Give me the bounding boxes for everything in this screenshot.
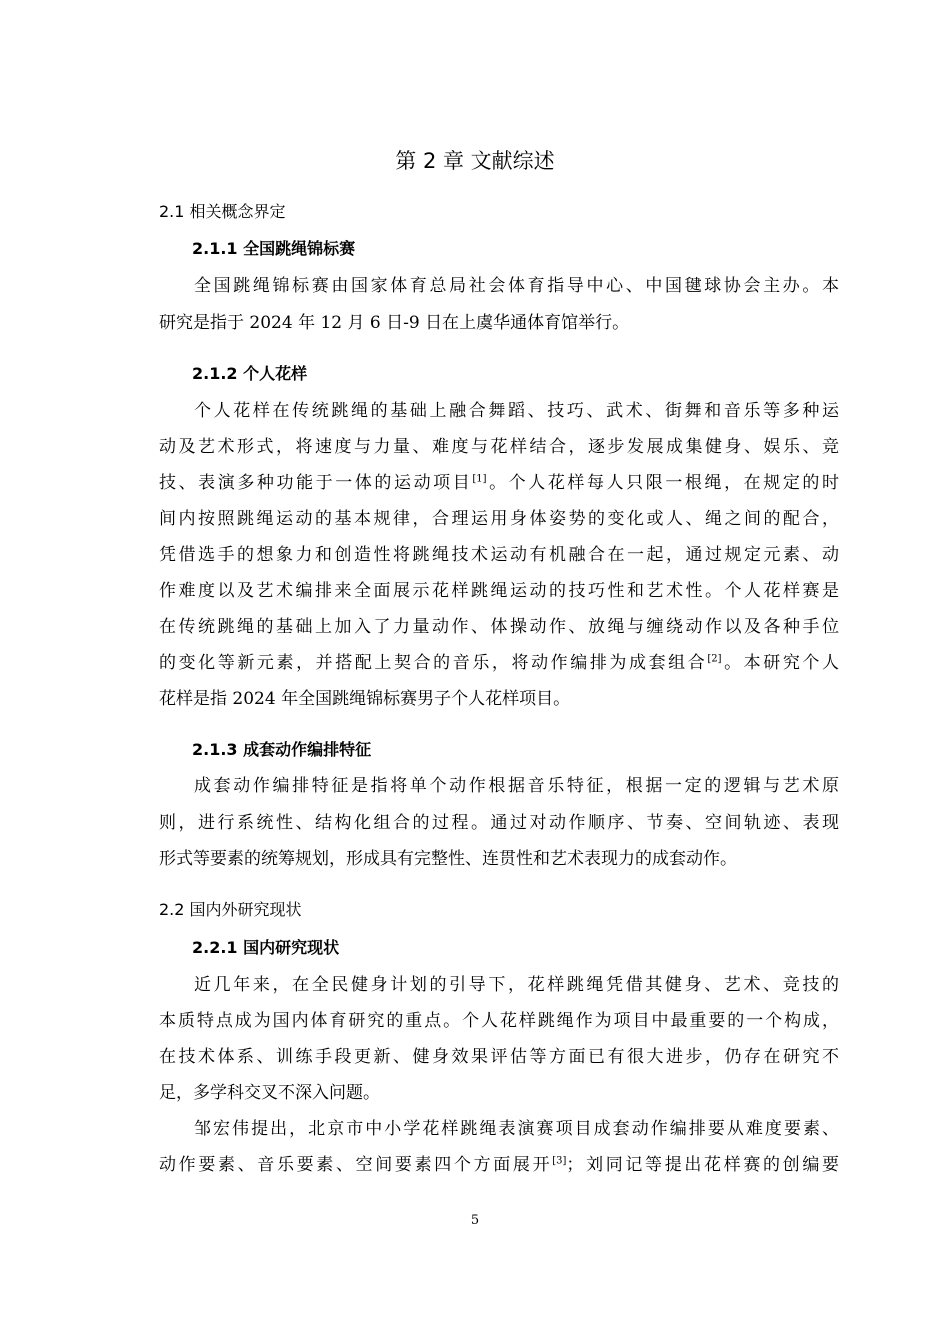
paragraph-line xyxy=(159,648,839,678)
paragraph-line: 则，进行系统性、结构化组合的过程。通过对动作顺序、节奏、空间轨迹、表现 xyxy=(159,813,839,833)
citation-3: [3] xyxy=(552,1155,567,1167)
paragraph-text: 。个人花样每人只限一根绳，在规定的时 xyxy=(486,473,840,493)
paragraph-line: 足，多学科交叉不深入问题。 xyxy=(159,1083,380,1103)
paragraph-line: 动及艺术形式，将速度与力量、难度与花样结合，逐步发展成集健身、娱乐、竞 xyxy=(159,437,839,457)
section-heading-2-1: 2.1 相关概念界定 xyxy=(159,202,286,221)
paragraph-text: 技、表演多种功能于一体的运动项目 xyxy=(159,473,473,493)
paragraph-text: 。本研究个人 xyxy=(721,653,839,673)
section-heading-2-1-1: 2.1.1 全国跳绳锦标赛 xyxy=(192,239,356,258)
paragraph-line xyxy=(159,468,839,498)
paragraph-line: 本质特点成为国内体育研究的重点。个人花样跳绳作为项目中最重要的一个构成， xyxy=(159,1011,839,1031)
paragraph-text: 动作要素、音乐要素、空间要素四个方面展开 xyxy=(159,1155,553,1175)
paragraph-line: 近几年来，在全民健身计划的引导下，花样跳绳凭借其健身、艺术、竞技的 xyxy=(194,975,839,995)
paragraph-line: 作难度以及艺术编排来全面展示花样跳绳运动的技巧性和艺术性。个人花样赛是 xyxy=(159,581,839,601)
paragraph-line xyxy=(159,1150,839,1180)
section-heading-2-1-3: 2.1.3 成套动作编排特征 xyxy=(192,740,372,759)
paragraph-line: 凭借选手的想象力和创造性将跳绳技术运动有机融合在一起，通过规定元素、动 xyxy=(159,545,839,565)
paragraph-text: ；刘同记等提出花样赛的创编要 xyxy=(566,1155,840,1175)
section-heading-2-2: 2.2 国内外研究现状 xyxy=(159,900,302,919)
paragraph-line: 间内按照跳绳运动的基本规律，合理运用身体姿势的变化或人、绳之间的配合， xyxy=(159,509,839,529)
paragraph-text: 的变化等新元素，并搭配上契合的音乐，将动作编排为成套组合 xyxy=(159,653,708,673)
paragraph-line: 在传统跳绳的基础上加入了力量动作、体操动作、放绳与缠绕动作以及各种手位 xyxy=(159,617,839,637)
citation-1: [1] xyxy=(472,473,487,485)
paragraph-line: 在技术体系、训练手段更新、健身效果评估等方面已有很大进步，仍存在研究不 xyxy=(159,1047,839,1067)
paragraph-line: 成套动作编排特征是指将单个动作根据音乐特征，根据一定的逻辑与艺术原 xyxy=(194,776,839,796)
section-heading-2-2-1: 2.2.1 国内研究现状 xyxy=(192,938,340,957)
paragraph-line: 个人花样在传统跳绳的基础上融合舞蹈、技巧、武术、街舞和音乐等多种运 xyxy=(194,401,839,421)
page-number: 5 xyxy=(470,1213,480,1228)
paragraph-line: 邹宏伟提出，北京市中小学花样跳绳表演赛项目成套动作编排要从难度要素、 xyxy=(194,1119,839,1139)
section-heading-2-1-2: 2.1.2 个人花样 xyxy=(192,364,308,383)
citation-2: [2] xyxy=(707,653,722,665)
chapter-title: 第 2 章 文献综述 xyxy=(395,149,555,173)
paragraph-line: 研究是指于 2024 年 12 月 6 日-9 日在上虞华通体育馆举行。 xyxy=(159,313,630,333)
paragraph-line: 形式等要素的统筹规划，形成具有完整性、连贯性和艺术表现力的成套动作。 xyxy=(159,849,737,869)
paragraph-line: 全国跳绳锦标赛由国家体育总局社会体育指导中心、中国毽球协会主办。本 xyxy=(194,276,839,296)
paragraph-line: 花样是指 2024 年全国跳绳锦标赛男子个人花样项目。 xyxy=(159,689,571,709)
